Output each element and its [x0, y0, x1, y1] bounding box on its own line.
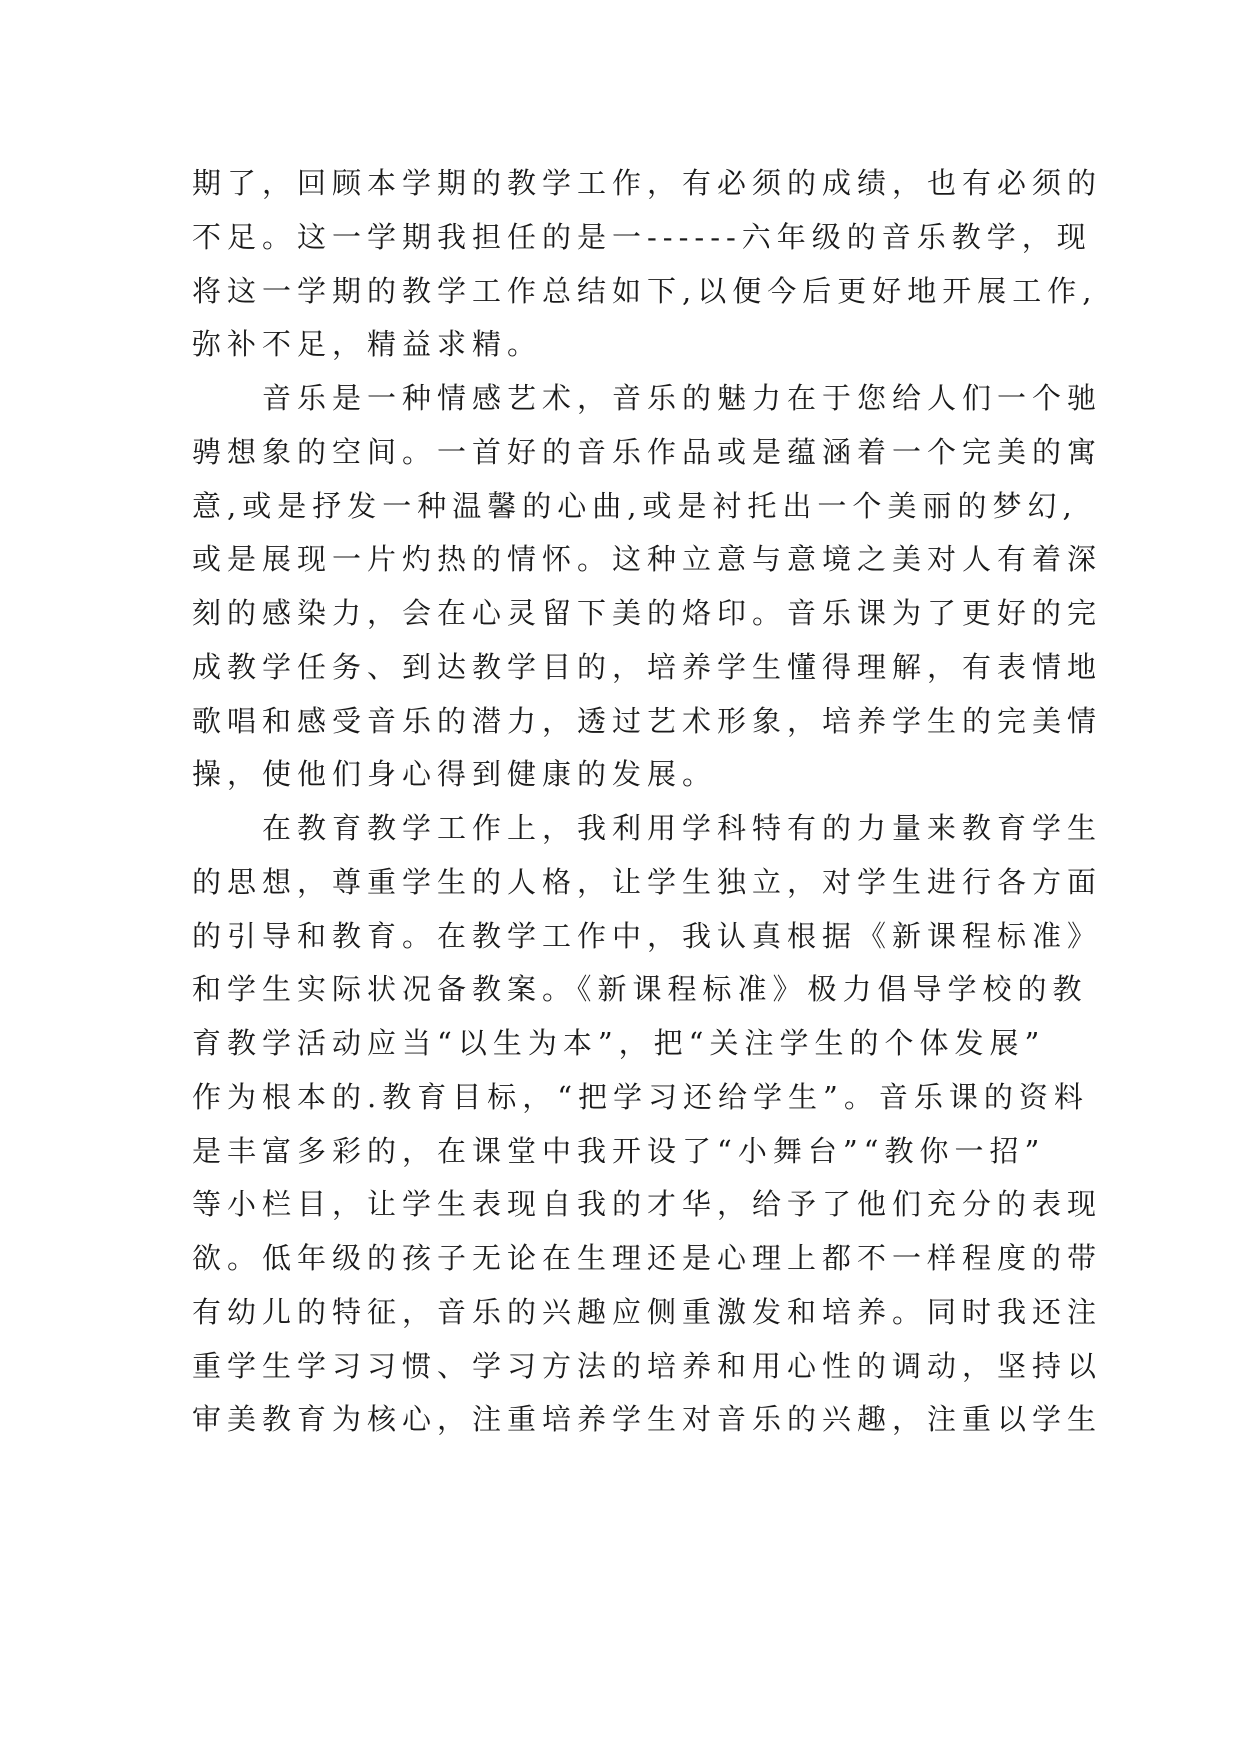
text-line: 等小栏目，让学生表现自我的才华，给予了他们充分的表现 [192, 1187, 1103, 1222]
text-line: 有幼儿的特征，音乐的兴趣应侧重激发和培养。同时我还注 [192, 1294, 1103, 1329]
text-line: 和学生实际状况备教案。《新课程标准》极力倡导学校的教 [192, 972, 1088, 1007]
text-line: 在教育教学工作上，我利用学科特有的力量来教育学生 [192, 811, 1103, 845]
body-text [192, 157, 1103, 1447]
text-line: 刻的感染力，会在心灵留下美的烙印。音乐课为了更好的完 [192, 596, 1103, 630]
text-line: 歌唱和感受音乐的潜力，透过艺术形象，培养学生的完美情 [192, 703, 1103, 738]
text-line: 重学生学习习惯、学习方法的培养和用心性的调动，坚持以 [192, 1348, 1103, 1383]
text-line: 成教学任务、到达教学目的，培养学生懂得理解，有表情地 [192, 649, 1103, 684]
text-line: 期了，回顾本学期的教学工作，有必须的成绩，也有必须的 [192, 166, 1103, 200]
text-line: 作为根本的.教育目标，“把学习还给学生”。音乐课的资料 [192, 1079, 1089, 1114]
text-line: 操，使他们身心得到健康的发展。 [192, 757, 718, 792]
text-line: 意,或是抒发一种温馨的心曲,或是衬托出一个美丽的梦幻, [192, 488, 1078, 523]
text-line: 的思想，尊重学生的人格，让学生独立，对学生进行各方面 [192, 864, 1103, 899]
text-line: 的引导和教育。在教学工作中，我认真根据《新课程标准》 [192, 918, 1103, 953]
text-line: 审美教育为核心，注重培养学生对音乐的兴趣，注重以学生 [192, 1402, 1103, 1437]
text-line: 弥补不足，精益求精。 [192, 327, 543, 362]
text-line: 欲。低年级的孩子无论在生理还是心理上都不一样程度的带 [192, 1241, 1103, 1275]
text-line: 或是展现一片灼热的情怀。这种立意与意境之美对人有着深 [192, 542, 1103, 577]
text-line: 音乐是一种情感艺术，音乐的魅力在于您给人们一个驰 [192, 381, 1103, 415]
text-line: 育教学活动应当“以生为本”，把“关注学生的个体发展” [192, 1026, 1046, 1060]
text-line: 骋想象的空间。一首好的音乐作品或是蕴涵着一个完美的寓 [192, 434, 1103, 469]
text-line: 是丰富多彩的，在课堂中我开设了“小舞台”“教你一招” [192, 1133, 1046, 1168]
text-line: 不足。这一学期我担任的是一------六年级的音乐教学，现 [192, 219, 1092, 254]
text-line: 将这一学期的教学工作总结如下,以便今后更好地开展工作, [192, 273, 1098, 308]
